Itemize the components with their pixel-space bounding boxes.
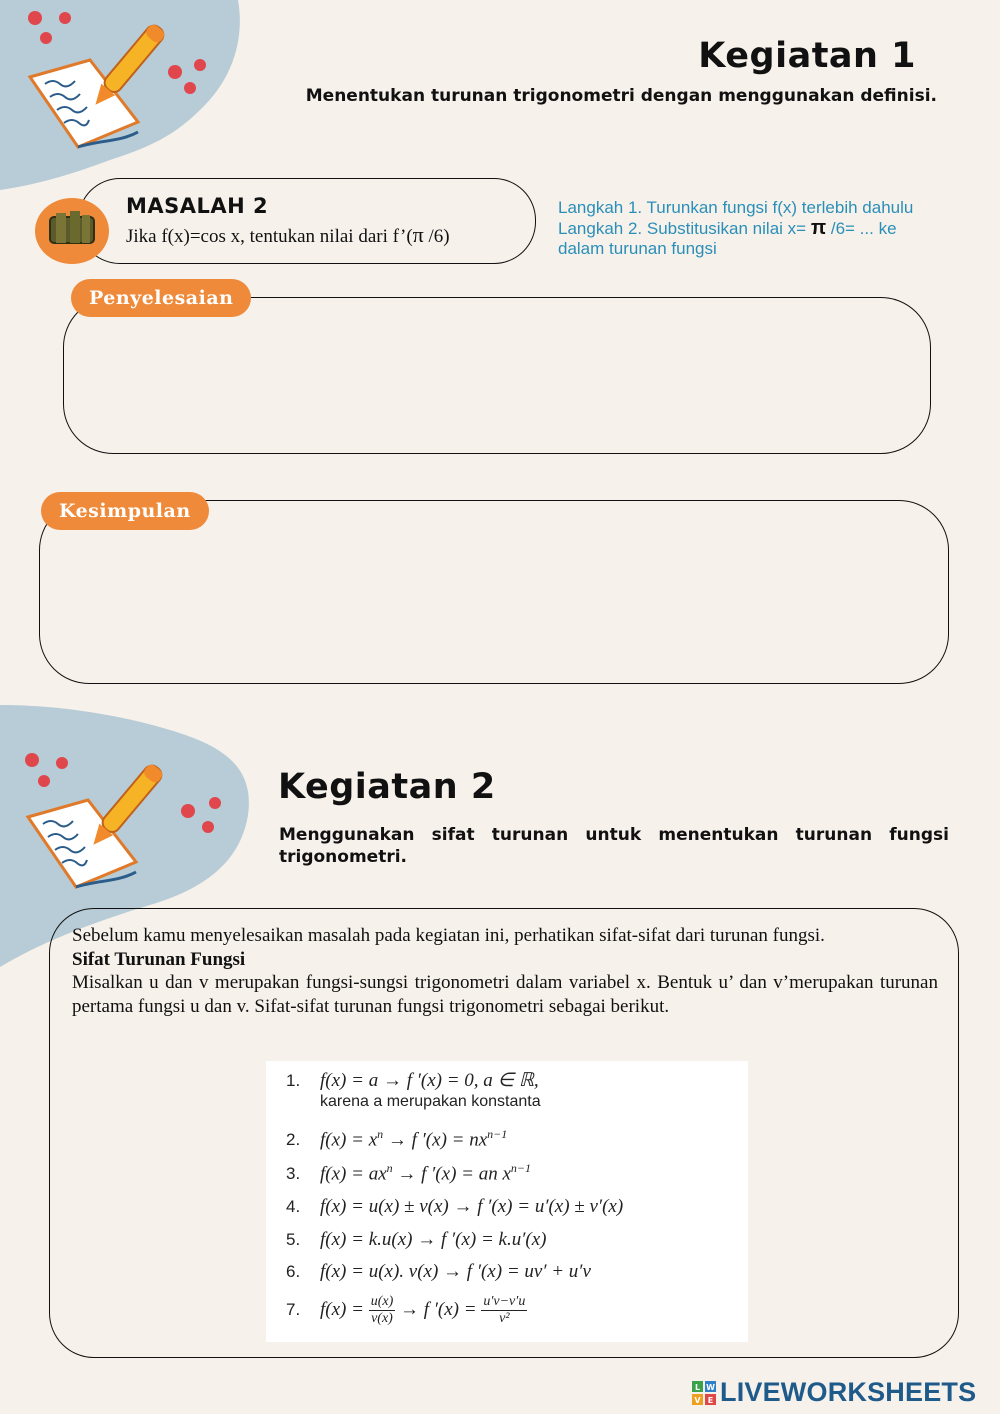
logo-letter: E	[707, 1395, 714, 1405]
notebook-pen-icon	[18, 762, 168, 907]
solution-label: Penyelesaian	[71, 279, 251, 317]
logo-letter: W	[706, 1382, 715, 1392]
formula-3: 3. $f(x) = ax^n \to f$ ′(x) = an $x^{n-1}$	[286, 1161, 532, 1185]
properties-text: Misalkan u dan v merupakan fungsi-sungsi trigonometri dalam variabel x. Bentuk u’ dan v’merupakan turunan pertama fungsi u dan v. Sifat-sifat turunan fungsi trigonometri sebagai berikut.	[72, 972, 938, 1017]
solution-answer-box[interactable]	[63, 297, 931, 454]
formula-list	[266, 1061, 748, 1342]
liveworksheets-logo-icon	[692, 1381, 716, 1405]
activity1-title: Kegiatan 1	[698, 36, 916, 76]
fraction-1: $\frac{u(x)}{v(x)}$	[370, 1294, 394, 1326]
logo-letter: L	[694, 1382, 701, 1392]
problem-card	[78, 178, 536, 264]
conclusion-label: Kesimpulan	[41, 492, 209, 530]
pi-symbol: π	[412, 222, 424, 247]
formula-5: 5. f(x) = k.u(x) → f ′(x) = k.u′(x)	[286, 1229, 547, 1250]
problem-heading: MASALAH 2	[126, 194, 269, 218]
fraction-2: $\frac{u'v-v'u}{\text{v²}}$	[483, 1294, 526, 1326]
formula-6: 6. f(x) = u(x). v(x) → f ′(x) = uv′ + u′v	[286, 1261, 591, 1282]
step-2-a: Langkah 2. Substitusikan nilai x=	[558, 219, 811, 238]
notebook-pen-icon	[20, 22, 170, 167]
step-2-b: /6= ... ke	[826, 219, 897, 238]
activity2-subtitle: Menggunakan sifat turunan untuk menentukan turunan fungsi trigonometri.	[279, 825, 949, 867]
formula-2: 2. $f(x) = x^n \to f$ $'(x) = nx^{n-1}$	[286, 1127, 508, 1151]
step-1: Langkah 1. Turunkan fungsi f(x) terlebih dahulu	[558, 198, 914, 217]
steps-hint	[558, 198, 978, 259]
activity1-subtitle: Menentukan turunan trigonometri dengan menggunakan definisi.	[305, 86, 937, 106]
pi-symbol: π	[810, 217, 827, 239]
activity2-title: Kegiatan 2	[278, 767, 496, 807]
step-2	[558, 218, 978, 239]
formula-1: 1. f(x) = a → f ′(x) = 0, a ∈ ℝ,	[286, 1070, 539, 1091]
problem-text	[126, 222, 450, 248]
problem-icon	[34, 195, 110, 265]
liveworksheets-logo	[692, 1377, 976, 1408]
logo-letter: V	[694, 1395, 701, 1405]
properties-content	[72, 924, 938, 1018]
formula-7: 7. f(x) = $\frac{u(x)}{v(x)}$ → f ′(x) = $\frac{u'v-v'u}{\text{v²}}$	[286, 1294, 526, 1326]
properties-heading: Sifat Turunan Fungsi	[72, 948, 246, 970]
problem-text-main: Jika f(x)=cos x, tentukan nilai dari f’(	[126, 226, 413, 247]
step-2-cont: dalam turunan fungsi	[558, 239, 717, 258]
formula-1-note: karena a merupakan konstanta	[320, 1093, 541, 1110]
brand-name: LIVEWORKSHEETS	[720, 1377, 977, 1407]
formula-4: 4. f(x) = u(x) ± v(x) → f ′(x) = u′(x) ± v′(x)	[286, 1196, 624, 1217]
intro-text: Sebelum kamu menyelesaikan masalah pada kegiatan ini, perhatikan sifat-sifat dari turunan fungsi.	[72, 925, 825, 946]
problem-text-tail: /6)	[423, 226, 450, 247]
